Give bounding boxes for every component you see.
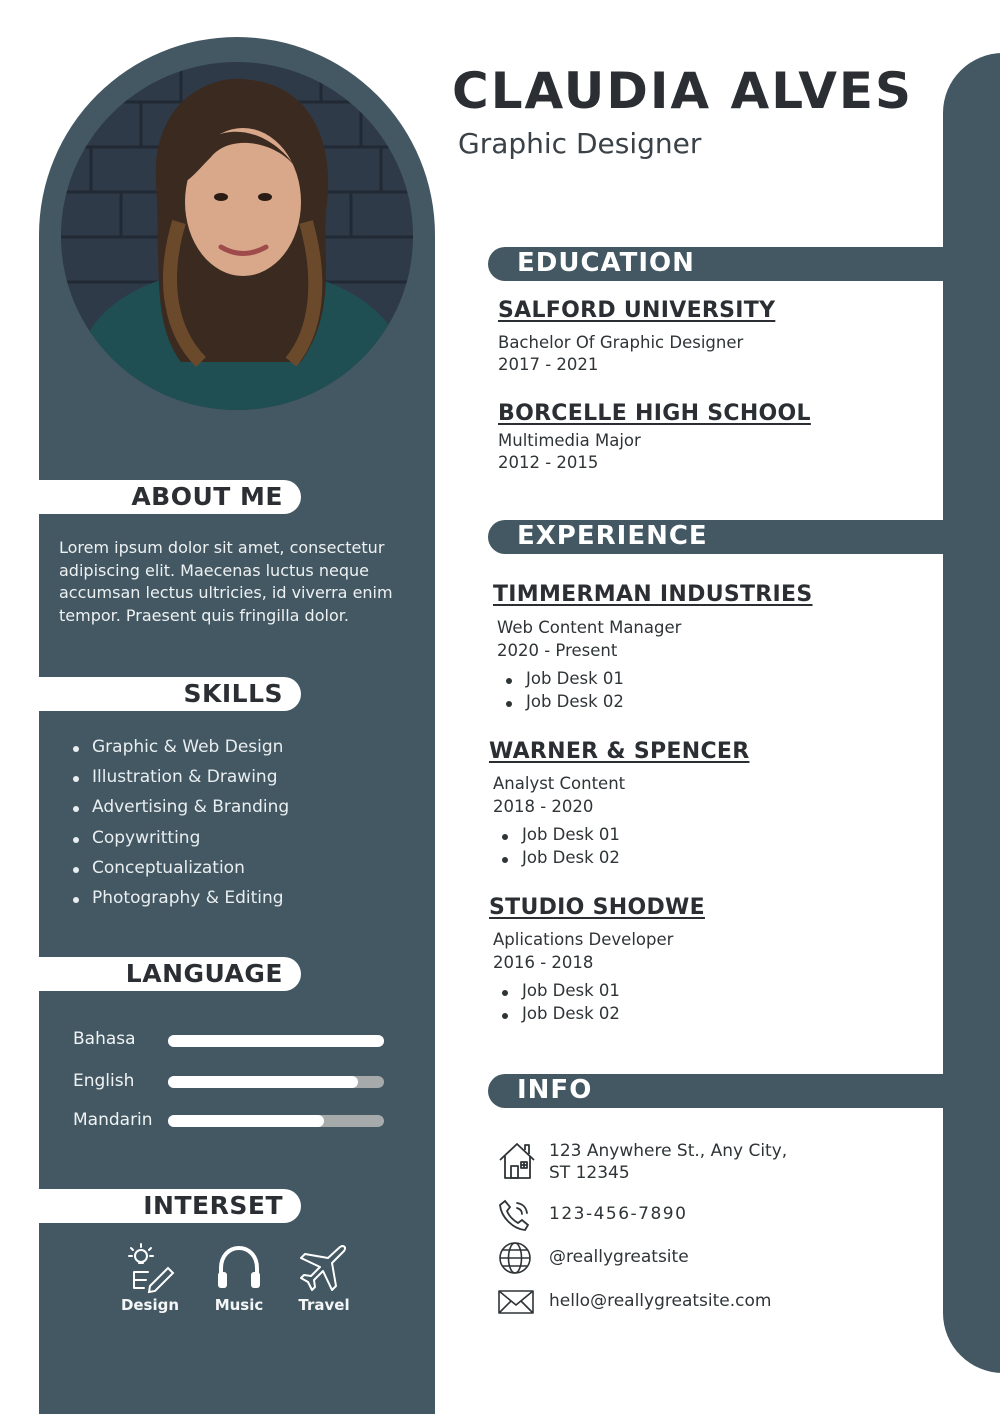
profile-photo (61, 62, 413, 410)
candidate-role: Graphic Designer (458, 127, 702, 160)
education-school: BORCELLE HIGH SCHOOL (498, 401, 811, 426)
experience-task: Job Desk 01 (526, 669, 624, 688)
education-years: 2017 - 2021 (498, 355, 599, 374)
skill-label: Illustration & Drawing (92, 767, 278, 787)
language-level-bar (168, 1035, 384, 1047)
interest-heading (39, 1189, 301, 1223)
experience-task: Job Desk 02 (522, 1004, 620, 1023)
skill-label: Graphic & Web Design (92, 737, 284, 757)
skill-item (73, 737, 283, 757)
skill-label: Copywritting (92, 828, 201, 848)
phone-number[interactable]: 123-456-7890 (549, 1204, 688, 1224)
education-school: SALFORD UNIVERSITY (498, 298, 776, 323)
candidate-name: CLAUDIA ALVES (452, 62, 914, 120)
interest-item-design (110, 1242, 190, 1314)
skill-item (73, 888, 284, 908)
language-name: Bahasa (73, 1029, 136, 1049)
education-degree: Multimedia Major (498, 431, 641, 450)
website-handle[interactable]: @reallygreatsite (549, 1247, 689, 1267)
home-icon (497, 1140, 537, 1180)
skill-label: Advertising & Branding (92, 797, 290, 817)
language-name: Mandarin (73, 1110, 153, 1130)
email-address[interactable]: hello@reallygreatsite.com (549, 1291, 772, 1311)
language-level-fill (168, 1035, 384, 1047)
airplane-icon (298, 1242, 350, 1294)
experience-heading-text: EXPERIENCE (517, 521, 708, 551)
education-degree: Bachelor Of Graphic Designer (498, 333, 744, 352)
skills-heading (39, 677, 301, 711)
experience-years: 2020 - Present (497, 641, 618, 660)
interest-heading-text: INTERSET (143, 1191, 283, 1220)
experience-years: 2018 - 2020 (493, 797, 594, 816)
experience-title: Analyst Content (493, 774, 626, 793)
skill-label: Conceptualization (92, 858, 245, 878)
experience-heading (488, 520, 943, 554)
experience-task: Job Desk 02 (522, 848, 620, 867)
interest-item-travel (284, 1242, 364, 1314)
experience-company: WARNER & SPENCER (489, 739, 750, 764)
education-heading (488, 247, 943, 281)
interest-label: Travel (298, 1296, 350, 1314)
skills-heading-text: SKILLS (183, 679, 283, 708)
info-heading-text: INFO (517, 1075, 593, 1105)
about-me-heading (39, 480, 301, 514)
experience-task: Job Desk 01 (522, 981, 620, 1000)
skill-item (73, 767, 277, 787)
right-decorative-strip (943, 53, 1000, 1373)
language-level-fill (168, 1076, 358, 1088)
design-icon (124, 1242, 176, 1294)
interest-item-music (199, 1242, 279, 1314)
language-heading (39, 957, 301, 991)
experience-task: Job Desk 02 (526, 692, 624, 711)
language-level-fill (168, 1115, 324, 1127)
education-years: 2012 - 2015 (498, 453, 599, 472)
language-heading-text: LANGUAGE (125, 959, 283, 988)
skill-item (73, 858, 245, 878)
globe-icon (497, 1240, 533, 1276)
experience-title: Aplications Developer (493, 930, 674, 949)
experience-years: 2016 - 2018 (493, 953, 594, 972)
about-me-text: Lorem ipsum dolor sit amet, consectetur adipiscing elit. Maecenas luctus neque accumsan lectus ultricies, id viverra enim tempor. Praesent quis fringilla dolor. (59, 538, 393, 626)
language-level-bar (168, 1076, 384, 1088)
interest-label: Design (120, 1296, 180, 1314)
experience-company: TIMMERMAN INDUSTRIES (493, 582, 813, 607)
education-heading-text: EDUCATION (517, 248, 695, 278)
info-heading (488, 1074, 943, 1108)
phone-icon (497, 1197, 533, 1233)
language-level-bar (168, 1115, 384, 1127)
experience-company: STUDIO SHODWE (489, 895, 705, 920)
address-line-1: 123 Anywhere St., Any City, (549, 1141, 788, 1161)
experience-task: Job Desk 01 (522, 825, 620, 844)
address-line-2: ST 12345 (549, 1163, 630, 1183)
skill-item (73, 797, 289, 817)
skill-item (73, 828, 200, 848)
experience-title: Web Content Manager (497, 618, 682, 637)
skill-label: Photography & Editing (92, 888, 284, 908)
language-name: English (73, 1071, 135, 1091)
envelope-icon (497, 1288, 535, 1316)
about-me-heading-text: ABOUT ME (131, 482, 283, 511)
interest-label: Music (214, 1296, 264, 1314)
headphones-icon (213, 1242, 265, 1294)
